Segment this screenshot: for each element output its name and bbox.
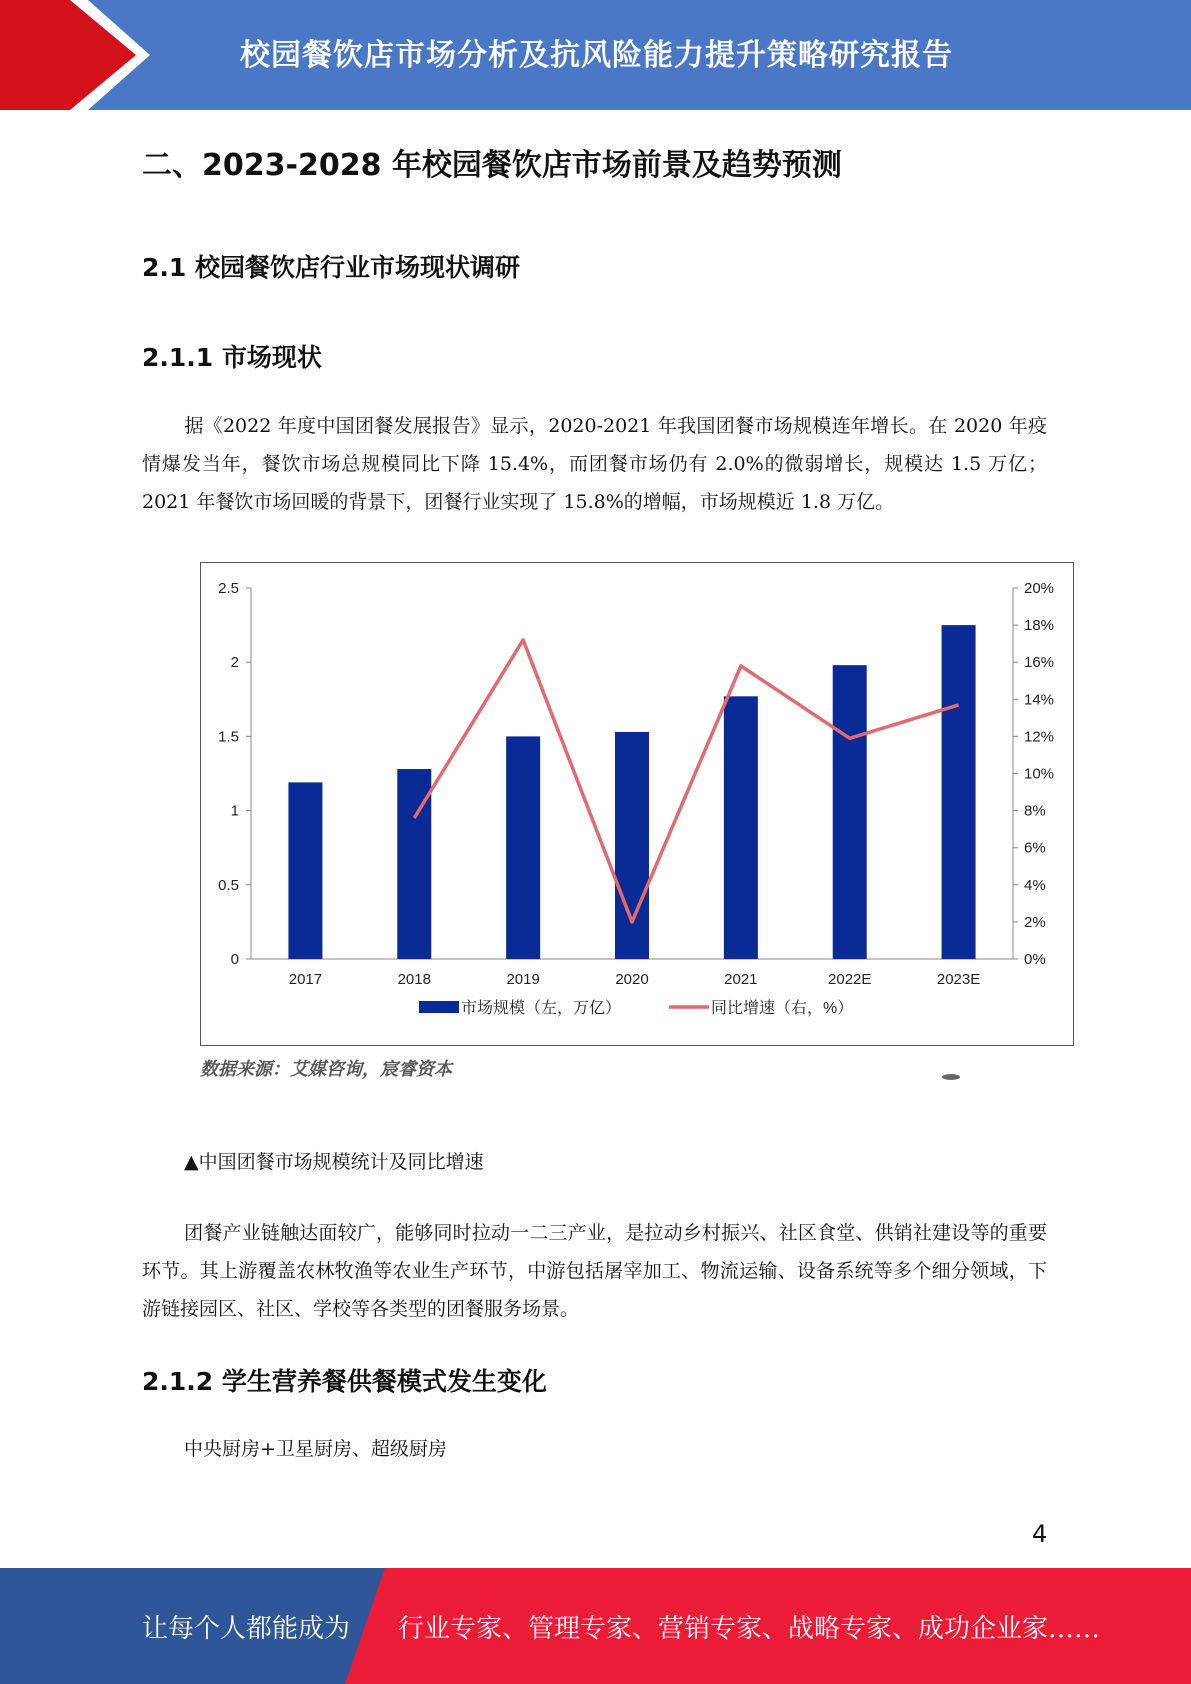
header-red-chevron	[0, 0, 150, 110]
right-axis-tick-label: 20%	[1024, 580, 1055, 597]
page-header	[0, 0, 1191, 110]
x-tick-label: 2019	[506, 971, 540, 988]
right-axis-tick-label: 2%	[1024, 913, 1046, 931]
page-footer	[0, 1568, 1191, 1684]
bar-2020	[615, 732, 649, 959]
right-axis-tick-label: 4%	[1024, 876, 1046, 894]
x-tick-label: 2023E	[936, 971, 981, 988]
left-axis-tick-label: 2	[230, 654, 239, 672]
subsubsection-title-market: 2.1.1 市场现状	[142, 343, 322, 372]
right-axis-tick-label: 16%	[1024, 654, 1055, 672]
growth-rate-line	[414, 640, 958, 922]
figure-caption: ▲中国团餐市场规模统计及同比增速	[184, 1151, 484, 1173]
paragraph-supply-mode	[142, 1430, 1047, 1468]
footer-slogan-right: 行业专家、管理专家、营销专家、战略专家、成功企业家……	[398, 1614, 1101, 1644]
paragraph-industry-chain	[142, 1214, 1047, 1328]
chart-frame	[200, 562, 1074, 1046]
bar-2019	[506, 736, 540, 959]
bar-2017	[288, 782, 322, 959]
right-axis-tick-label: 8%	[1024, 802, 1046, 820]
left-axis-tick-label: 0	[230, 951, 239, 968]
page-number: 4	[1032, 1520, 1048, 1548]
report-title: 校园餐饮店市场分析及抗风险能力提升策略研究报告	[240, 38, 953, 73]
x-tick-label: 2018	[397, 971, 431, 988]
bar-2023E	[942, 625, 976, 959]
x-tick-label: 2022E	[828, 971, 872, 988]
left-axis-tick-label: 1.5	[218, 728, 239, 746]
subsection-title: 2.1 校园餐饮店行业市场现状调研	[142, 253, 520, 282]
left-axis-tick-label: 0.5	[218, 876, 239, 894]
paragraph-market-status	[142, 407, 1047, 521]
left-axis-tick-label: 1	[230, 802, 239, 820]
bar-2021	[724, 696, 758, 959]
x-tick-label: 2017	[288, 971, 323, 988]
right-axis-tick-label: 14%	[1024, 691, 1055, 709]
legend-line-label: 同比增速（右，%）	[711, 1000, 854, 1017]
market-chart	[201, 563, 1073, 1045]
paragraph-industry-chain-text: 团餐产业链触达面较广，能够同时拉动一二三产业，是拉动乡村振兴、社区食堂、供销社建设等的重要环节。其上游覆盖农林牧渔等农业生产环节，中游包括屠宰加工、物流运输、设备系统等多个细分领域，下游链接园区、社区、学校等各类型的团餐服务场景。	[142, 1222, 1047, 1320]
left-axis-tick-label: 2.5	[218, 580, 239, 597]
smudge-mark	[942, 1074, 960, 1080]
right-axis-tick-label: 0%	[1024, 951, 1046, 968]
x-tick-label: 2021	[724, 971, 758, 988]
footer-slogan-left: 让每个人都能成为	[142, 1614, 351, 1644]
paragraph-supply-mode-text: 中央厨房+卫星厨房、超级厨房	[184, 1438, 447, 1460]
subsubsection-title-supply: 2.1.2 学生营养餐供餐模式发生变化	[142, 1367, 547, 1396]
x-tick-label: 2020	[615, 971, 649, 988]
data-source: 数据来源：艾媒咨询，宸睿资本	[200, 1059, 452, 1080]
legend-bar-swatch	[419, 1001, 459, 1013]
right-axis-tick-label: 6%	[1024, 839, 1046, 857]
section-title: 二、2023-2028 年校园餐饮店市场前景及趋势预测	[142, 148, 842, 183]
right-axis-tick-label: 18%	[1024, 617, 1055, 635]
right-axis-tick-label: 10%	[1024, 765, 1055, 783]
right-axis-tick-label: 12%	[1024, 728, 1055, 746]
paragraph-market-status-text: 据《2022 年度中国团餐发展报告》显示，2020-2021 年我国团餐市场规模连年增长。在 2020 年疫情爆发当年，餐饮市场总规模同比下降 15.4%，而团餐市场仍有 2.0%的微弱增长，规模达 1.5 万亿；2021 年餐饮市场回暖的背景下，团餐行业实现了 15.8%的增幅，市场规模近 1.8 万亿。	[142, 415, 1047, 513]
legend-bar-label: 市场规模（左，万亿）	[461, 1000, 622, 1017]
bar-2022E	[833, 665, 867, 959]
